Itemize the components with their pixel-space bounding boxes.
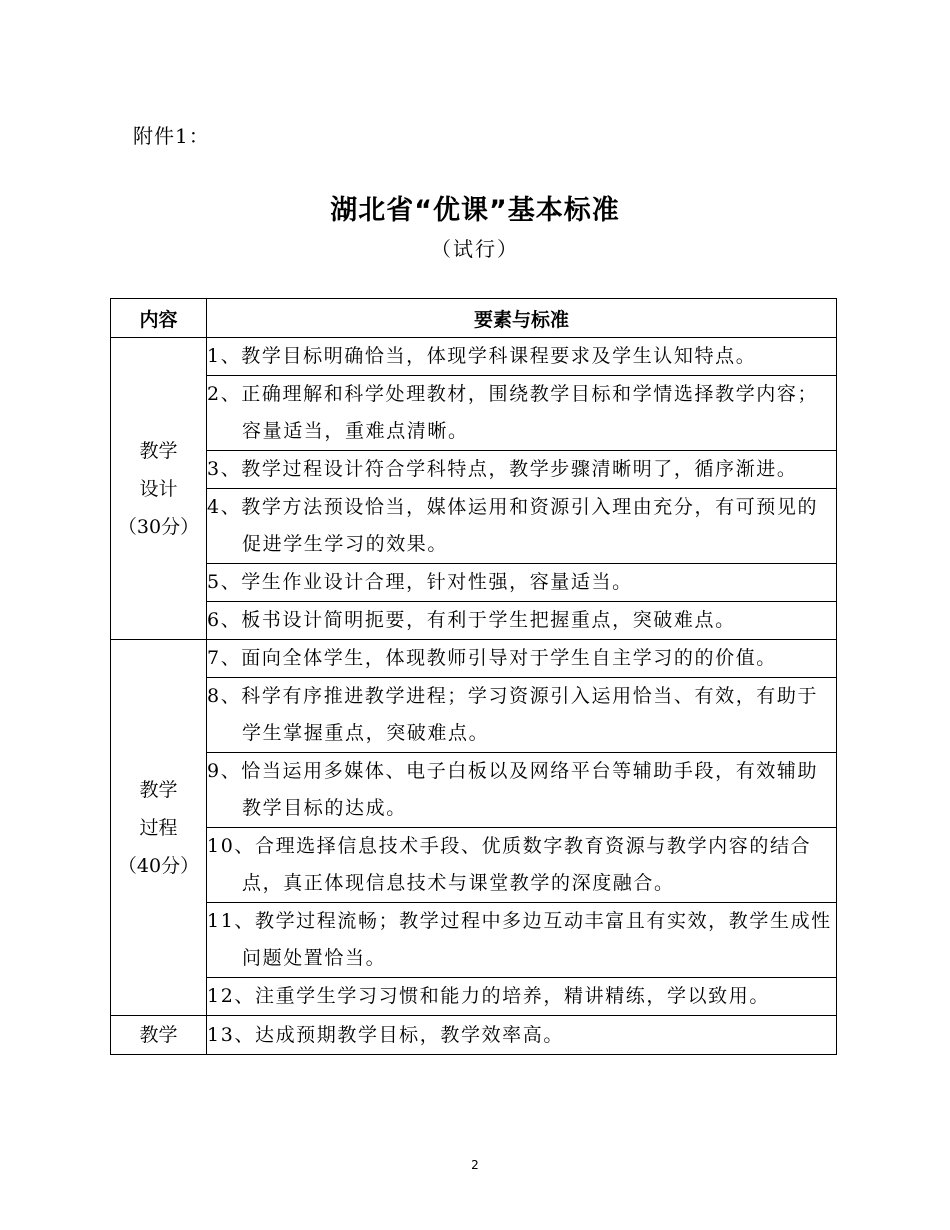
criterion-item: 7、面向全体学生，体现教师引导对于学生自主学习的的价值。	[207, 640, 837, 678]
criterion-item: 4、教学方法预设恰当，媒体运用和资源引入理由充分，有可预见的促进学生学习的效果。	[207, 489, 837, 564]
header-elements-standards: 要素与标准	[207, 299, 837, 338]
standards-table	[110, 298, 837, 1055]
table-row	[111, 753, 837, 828]
table-row	[111, 1016, 837, 1055]
table-row	[111, 903, 837, 978]
criterion-item: 12、注重学生学习习惯和能力的培养，精讲精练，学以致用。	[207, 978, 837, 1016]
table-row	[111, 376, 837, 451]
category-score: （40分）	[117, 854, 200, 877]
page-number: 2	[471, 1158, 479, 1172]
criterion-item: 3、教学过程设计符合学科特点，教学步骤清晰明了，循序渐进。	[207, 451, 837, 489]
table-row	[111, 678, 837, 753]
attachment-label: 附件1：	[133, 124, 210, 148]
table-header-row	[111, 299, 837, 338]
document-subtitle: （试行）	[431, 237, 519, 261]
criterion-item: 9、恰当运用多媒体、电子白板以及网络平台等辅助手段，有效辅助教学目标的达成。	[207, 753, 837, 828]
criterion-item: 5、学生作业设计合理，针对性强，容量适当。	[207, 564, 837, 602]
category-line: 教学	[139, 1024, 178, 1046]
criterion-item: 1、教学目标明确恰当，体现学科课程要求及学生认知特点。	[207, 338, 837, 376]
table-row	[111, 602, 837, 640]
category-line: 过程	[139, 816, 178, 839]
category-line: 教学	[139, 778, 178, 801]
table-row	[111, 489, 837, 564]
table-row	[111, 828, 837, 903]
category-cell-process	[111, 640, 207, 1016]
table-row	[111, 564, 837, 602]
criterion-item: 13、达成预期教学目标，教学效率高。	[207, 1016, 837, 1055]
category-score: （30分）	[117, 515, 200, 538]
header-content: 内容	[111, 299, 207, 338]
table-row	[111, 451, 837, 489]
category-cell-effect	[111, 1016, 207, 1055]
table-row	[111, 978, 837, 1016]
criterion-item: 10、合理选择信息技术手段、优质数字教育资源与教学内容的结合点，真正体现信息技术与课堂教学的深度融合。	[207, 828, 837, 903]
table-row	[111, 640, 837, 678]
criterion-item: 8、科学有序推进教学进程；学习资源引入运用恰当、有效，有助于学生掌握重点，突破难点。	[207, 678, 837, 753]
category-line: 设计	[139, 477, 178, 500]
category-cell-design	[111, 338, 207, 640]
table-row	[111, 338, 837, 376]
criterion-item: 11、教学过程流畅；教学过程中多边互动丰富且有实效，教学生成性问题处置恰当。	[207, 903, 837, 978]
criterion-item: 2、正确理解和科学处理教材，围绕教学目标和学情选择教学内容；容量适当，重难点清晰。	[207, 376, 837, 451]
criterion-item: 6、板书设计简明扼要，有利于学生把握重点，突破难点。	[207, 602, 837, 640]
document-title: 湖北省“优课”基本标准	[330, 195, 620, 226]
category-line: 教学	[139, 439, 178, 462]
